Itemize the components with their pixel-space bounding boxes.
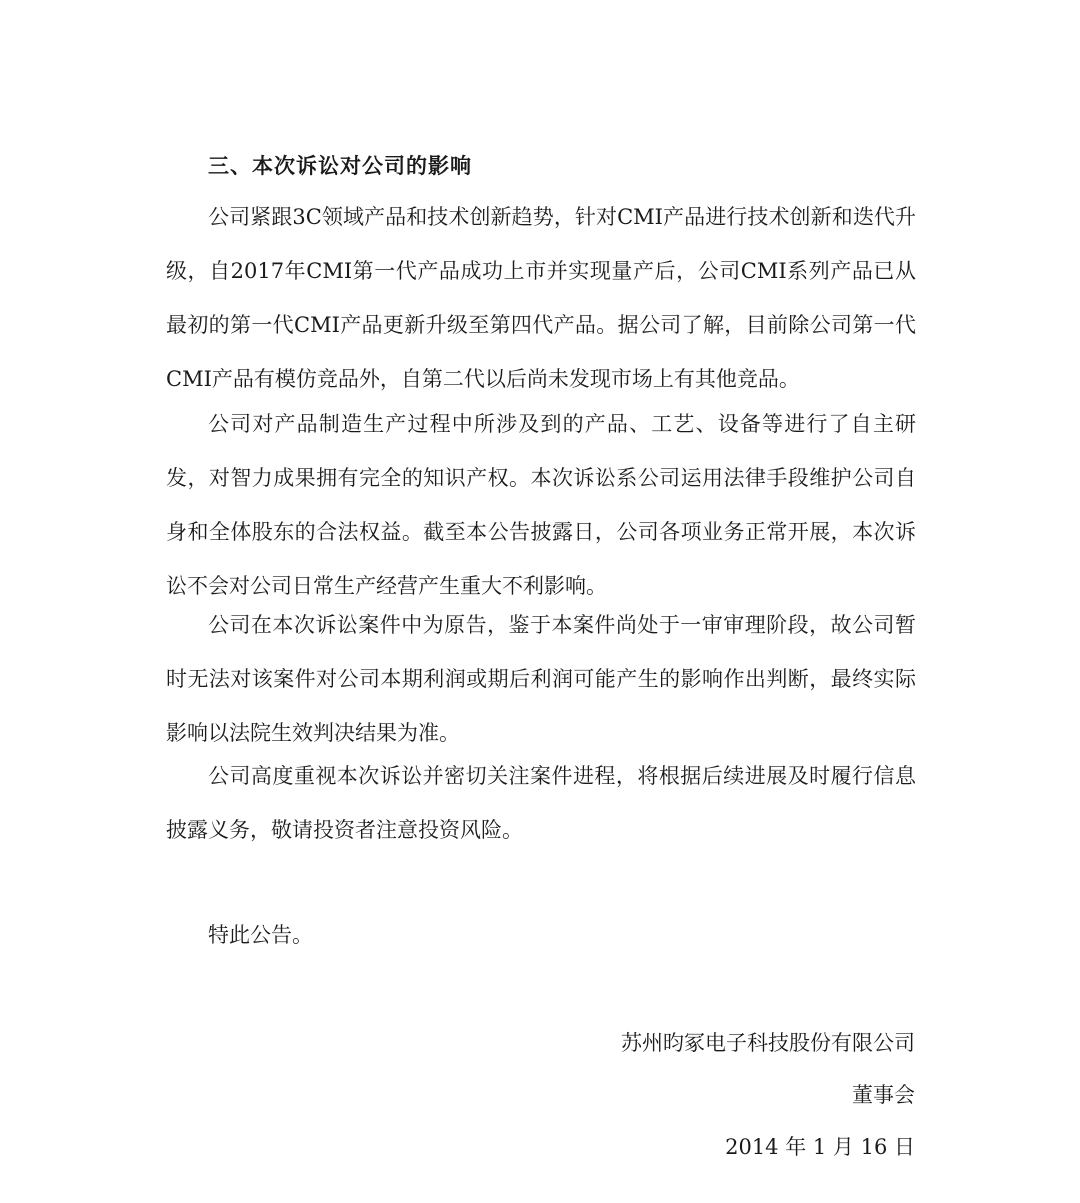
signature-company: 苏州昀冢电子科技股份有限公司 [621,1031,915,1055]
section-heading: 三、本次诉讼对公司的影响 [208,153,472,178]
closing-statement: 特此公告。 [208,923,313,947]
signature-date: 2014 年 1 月 16 日 [725,1135,915,1159]
paragraph-3: 公司在本次诉讼案件中为原告，鉴于本案件尚处于一审审理阶段，故公司暂时无法对该案件对公司本期利润或期后利润可能产生的影响作出判断，最终实际影响以法院生效判决结果为准。 [166,613,916,745]
paragraph-2: 公司对产品制造生产过程中所涉及到的产品、工艺、设备等进行了自主研发，对智力成果拥有完全的知识产权。本次诉讼系公司运用法律手段维护公司自身和全体股东的合法权益。截至本公告披露日，公司各项业务正常开展，本次诉讼不会对公司日常生产经营产生重大不利影响。 [166,412,916,598]
signature-board: 董事会 [852,1083,915,1107]
paragraph-1: 公司紧跟3C领域产品和技术创新趋势，针对CMI产品进行技术创新和迭代升级，自2017年CMI第一代产品成功上市并实现量产后，公司CMI系列产品已从最初的第一代CMI产品更新升级至第四代产品。据公司了解，目前除公司第一代CMI产品有模仿竞品外，自第二代以后尚未发现市场上有其他竞品。 [166,205,916,391]
paragraph-4: 公司高度重视本次诉讼并密切关注案件进程，将根据后续进展及时履行信息披露义务，敬请投资者注意投资风险。 [166,764,916,842]
